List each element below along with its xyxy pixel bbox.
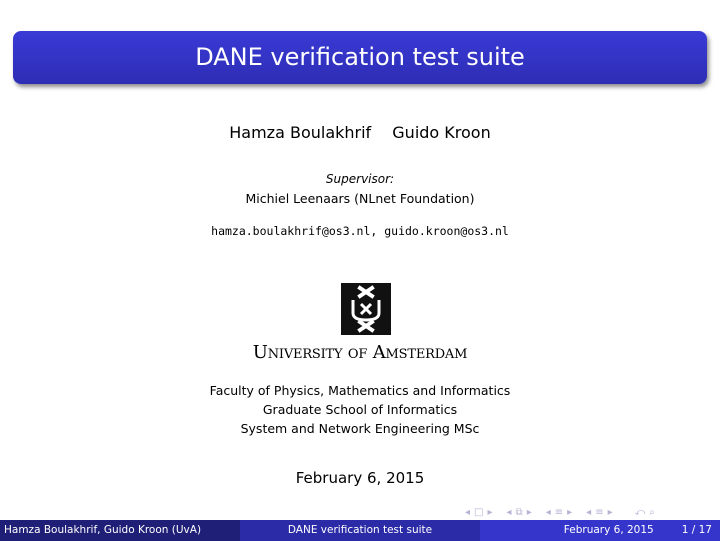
- author-emails: hamza.boulakhrif@os3.nl, guido.kroon@os3.nl: [211, 224, 509, 238]
- footer-page-number: 1 / 17: [681, 524, 712, 536]
- beamer-navigation: [465, 505, 715, 519]
- nav-next-section-icon[interactable]: ▸: [567, 506, 573, 518]
- nav-prev-subsection-icon[interactable]: ◂: [506, 506, 512, 518]
- nav-prev-frame-icon[interactable]: ◂: [465, 506, 471, 518]
- footer-title: DANE verification test suite: [240, 520, 480, 541]
- nav-next-subsection-icon[interactable]: ▸: [526, 506, 532, 518]
- authors: [0, 123, 720, 142]
- nav-prev-doc-icon[interactable]: ◂: [586, 506, 592, 518]
- nav-back-icon[interactable]: ⤺: [634, 506, 646, 518]
- affiliation-faculty: Faculty of Physics, Mathematics and Informatics: [209, 383, 511, 398]
- affiliation-school: Graduate School of Informatics: [262, 402, 458, 417]
- footer-authors: Hamza Boulakhrif, Guido Kroon (UvA): [0, 520, 240, 541]
- nav-next-frame-icon[interactable]: ▸: [487, 506, 493, 518]
- slide-title: DANE verification test suite: [13, 31, 707, 84]
- footer-date: February 6, 2015: [563, 524, 654, 536]
- nav-doc-icon[interactable]: ≡: [595, 506, 604, 518]
- footer-right: [480, 520, 720, 541]
- author-1: Hamza Boulakhrif: [229, 123, 372, 142]
- slide-footer: [0, 520, 720, 541]
- nav-search-icon[interactable]: ⌕: [649, 506, 655, 518]
- university-name: University of Amsterdam: [252, 342, 468, 363]
- supervisor-name: Michiel Leenaars (NLnet Foundation): [245, 191, 475, 206]
- affiliation-program: System and Network Engineering MSc: [240, 421, 480, 436]
- author-2: Guido Kroon: [392, 123, 491, 142]
- nav-frame-icon[interactable]: □: [474, 506, 484, 518]
- uva-logo-icon: [341, 283, 391, 335]
- nav-next-doc-icon[interactable]: ▸: [607, 506, 613, 518]
- supervisor-label: Supervisor:: [325, 172, 395, 186]
- presentation-date: February 6, 2015: [295, 469, 425, 487]
- nav-prev-section-icon[interactable]: ◂: [545, 506, 551, 518]
- nav-subsection-icon[interactable]: ⧉: [515, 506, 523, 518]
- nav-section-icon[interactable]: ≡: [554, 506, 564, 518]
